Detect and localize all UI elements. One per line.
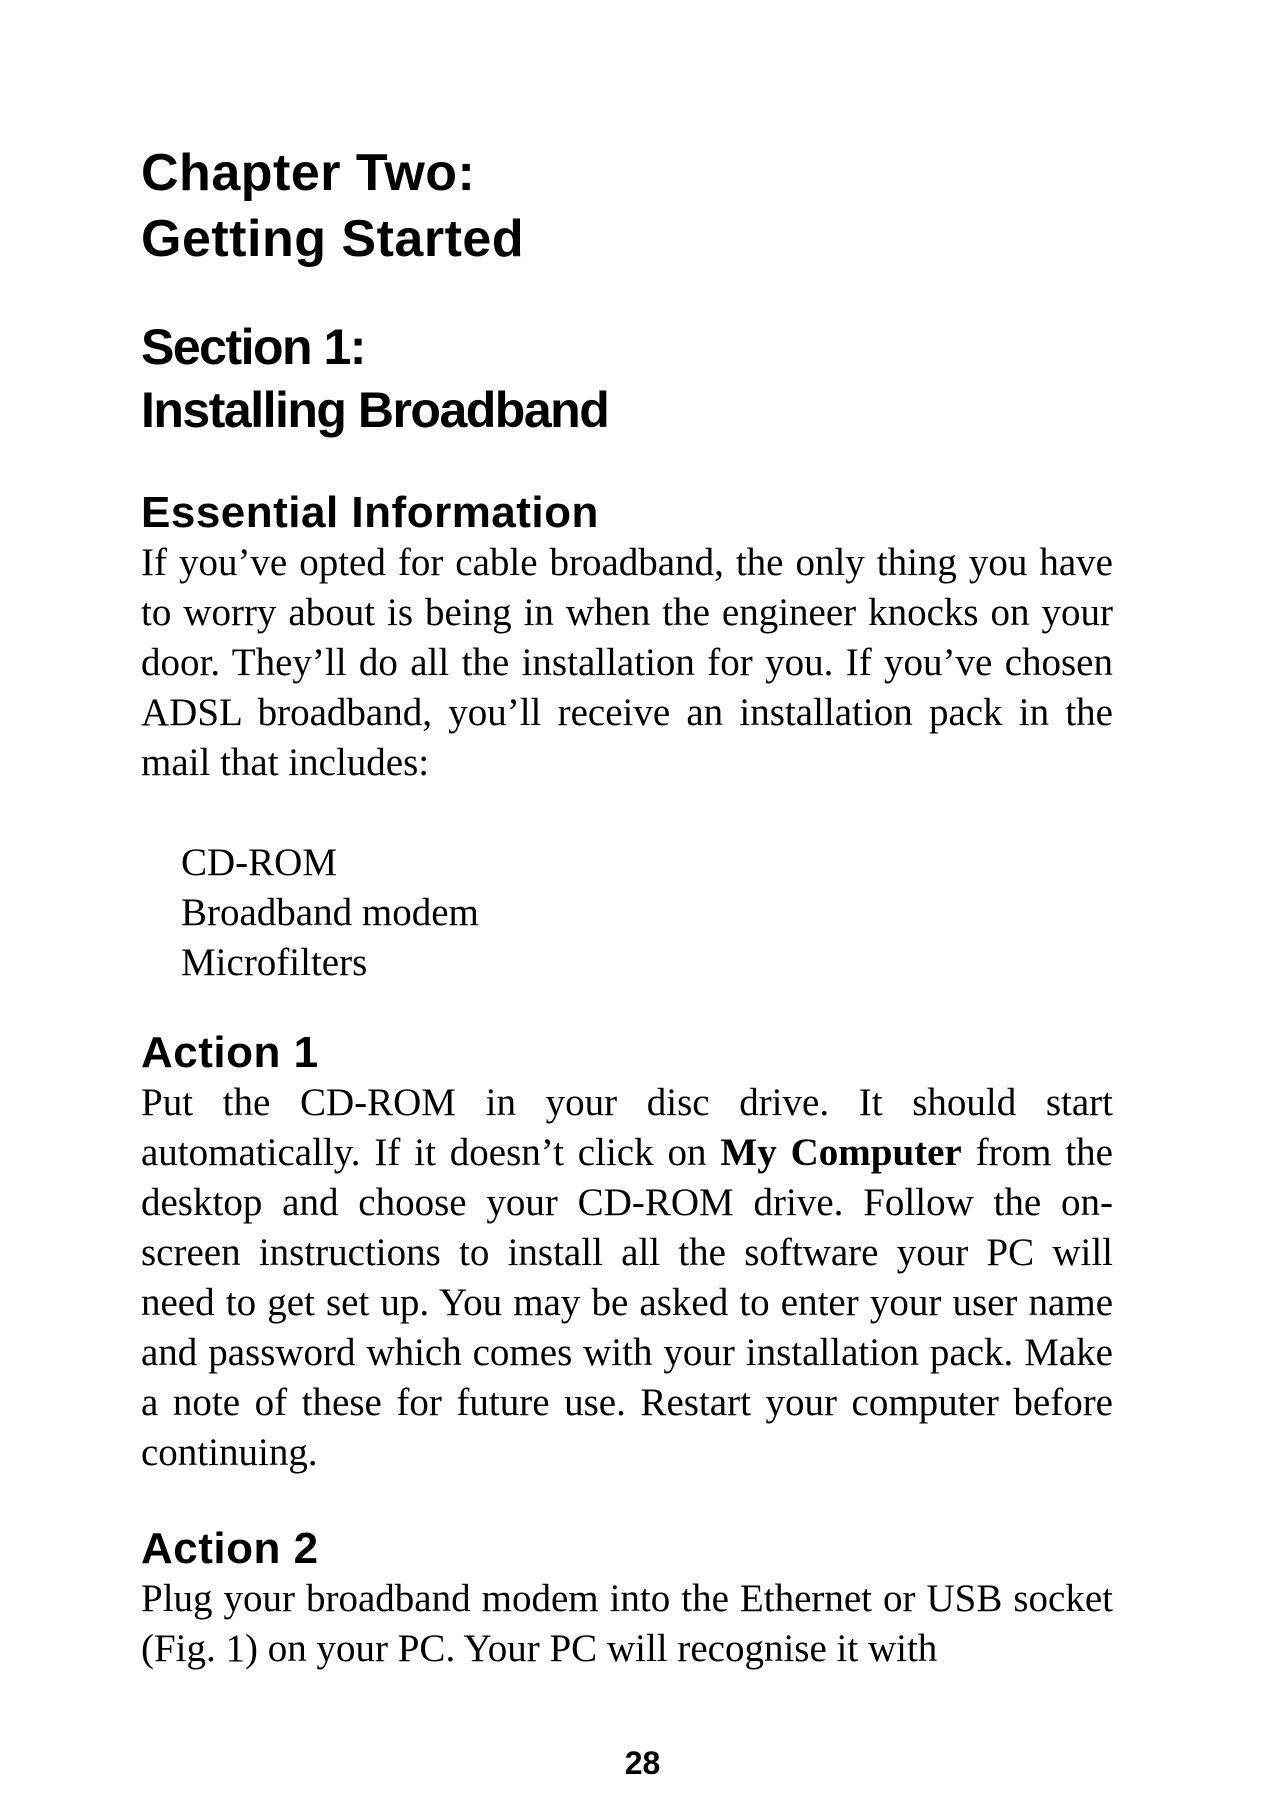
action-2-paragraph: Plug your broadband modem into the Ethernet or USB socket (Fig. 1) on your PC. Your PC will recognise it with (141, 1577, 1113, 1670)
section-title (141, 316, 1113, 442)
list-item: Microfilters (181, 941, 368, 984)
chapter-title-line2: Getting Started (141, 210, 525, 268)
action-2-heading: Action 2 (141, 1524, 319, 1573)
essential-information-heading: Essential Information (141, 488, 599, 537)
action-1-text-before: Put the CD-ROM in your disc drive. It should start automatically. If it doesn’t click on (141, 1081, 1113, 1174)
essential-information-paragraph: If you’ve opted for cable broadband, the only thing you have to worry about is being in when the engineer knocks on your door. They’ll do all the installation for you. If you’ve chosen ADSL broadband, you’ll receive an installation pack in the mail that includes: (141, 541, 1113, 784)
action-1-paragraph (141, 1078, 1113, 1478)
action-1-text-after: from the desktop and choose your CD-ROM drive. Follow the on-screen instructions to install all the software your PC will need to get set up. You may be asked to enter your user name and password which comes with your installation pack. Make a note of these for future use. Restart your computer before continuing. (141, 1131, 1113, 1474)
section-title-line1: Section 1: (141, 319, 365, 375)
action-1-heading: Action 1 (141, 1028, 319, 1077)
page-content (141, 140, 1113, 1674)
list-item: Broadband modem (181, 891, 479, 934)
list-item: CD-ROM (181, 841, 338, 884)
my-computer-bold: My Computer (720, 1131, 962, 1174)
chapter-title-line1: Chapter Two: (141, 144, 476, 202)
chapter-title (141, 140, 1113, 272)
section-title-line2: Installing Broadband (141, 382, 609, 438)
installation-pack-list (141, 838, 1113, 988)
page-number: 28 (624, 1745, 661, 1781)
